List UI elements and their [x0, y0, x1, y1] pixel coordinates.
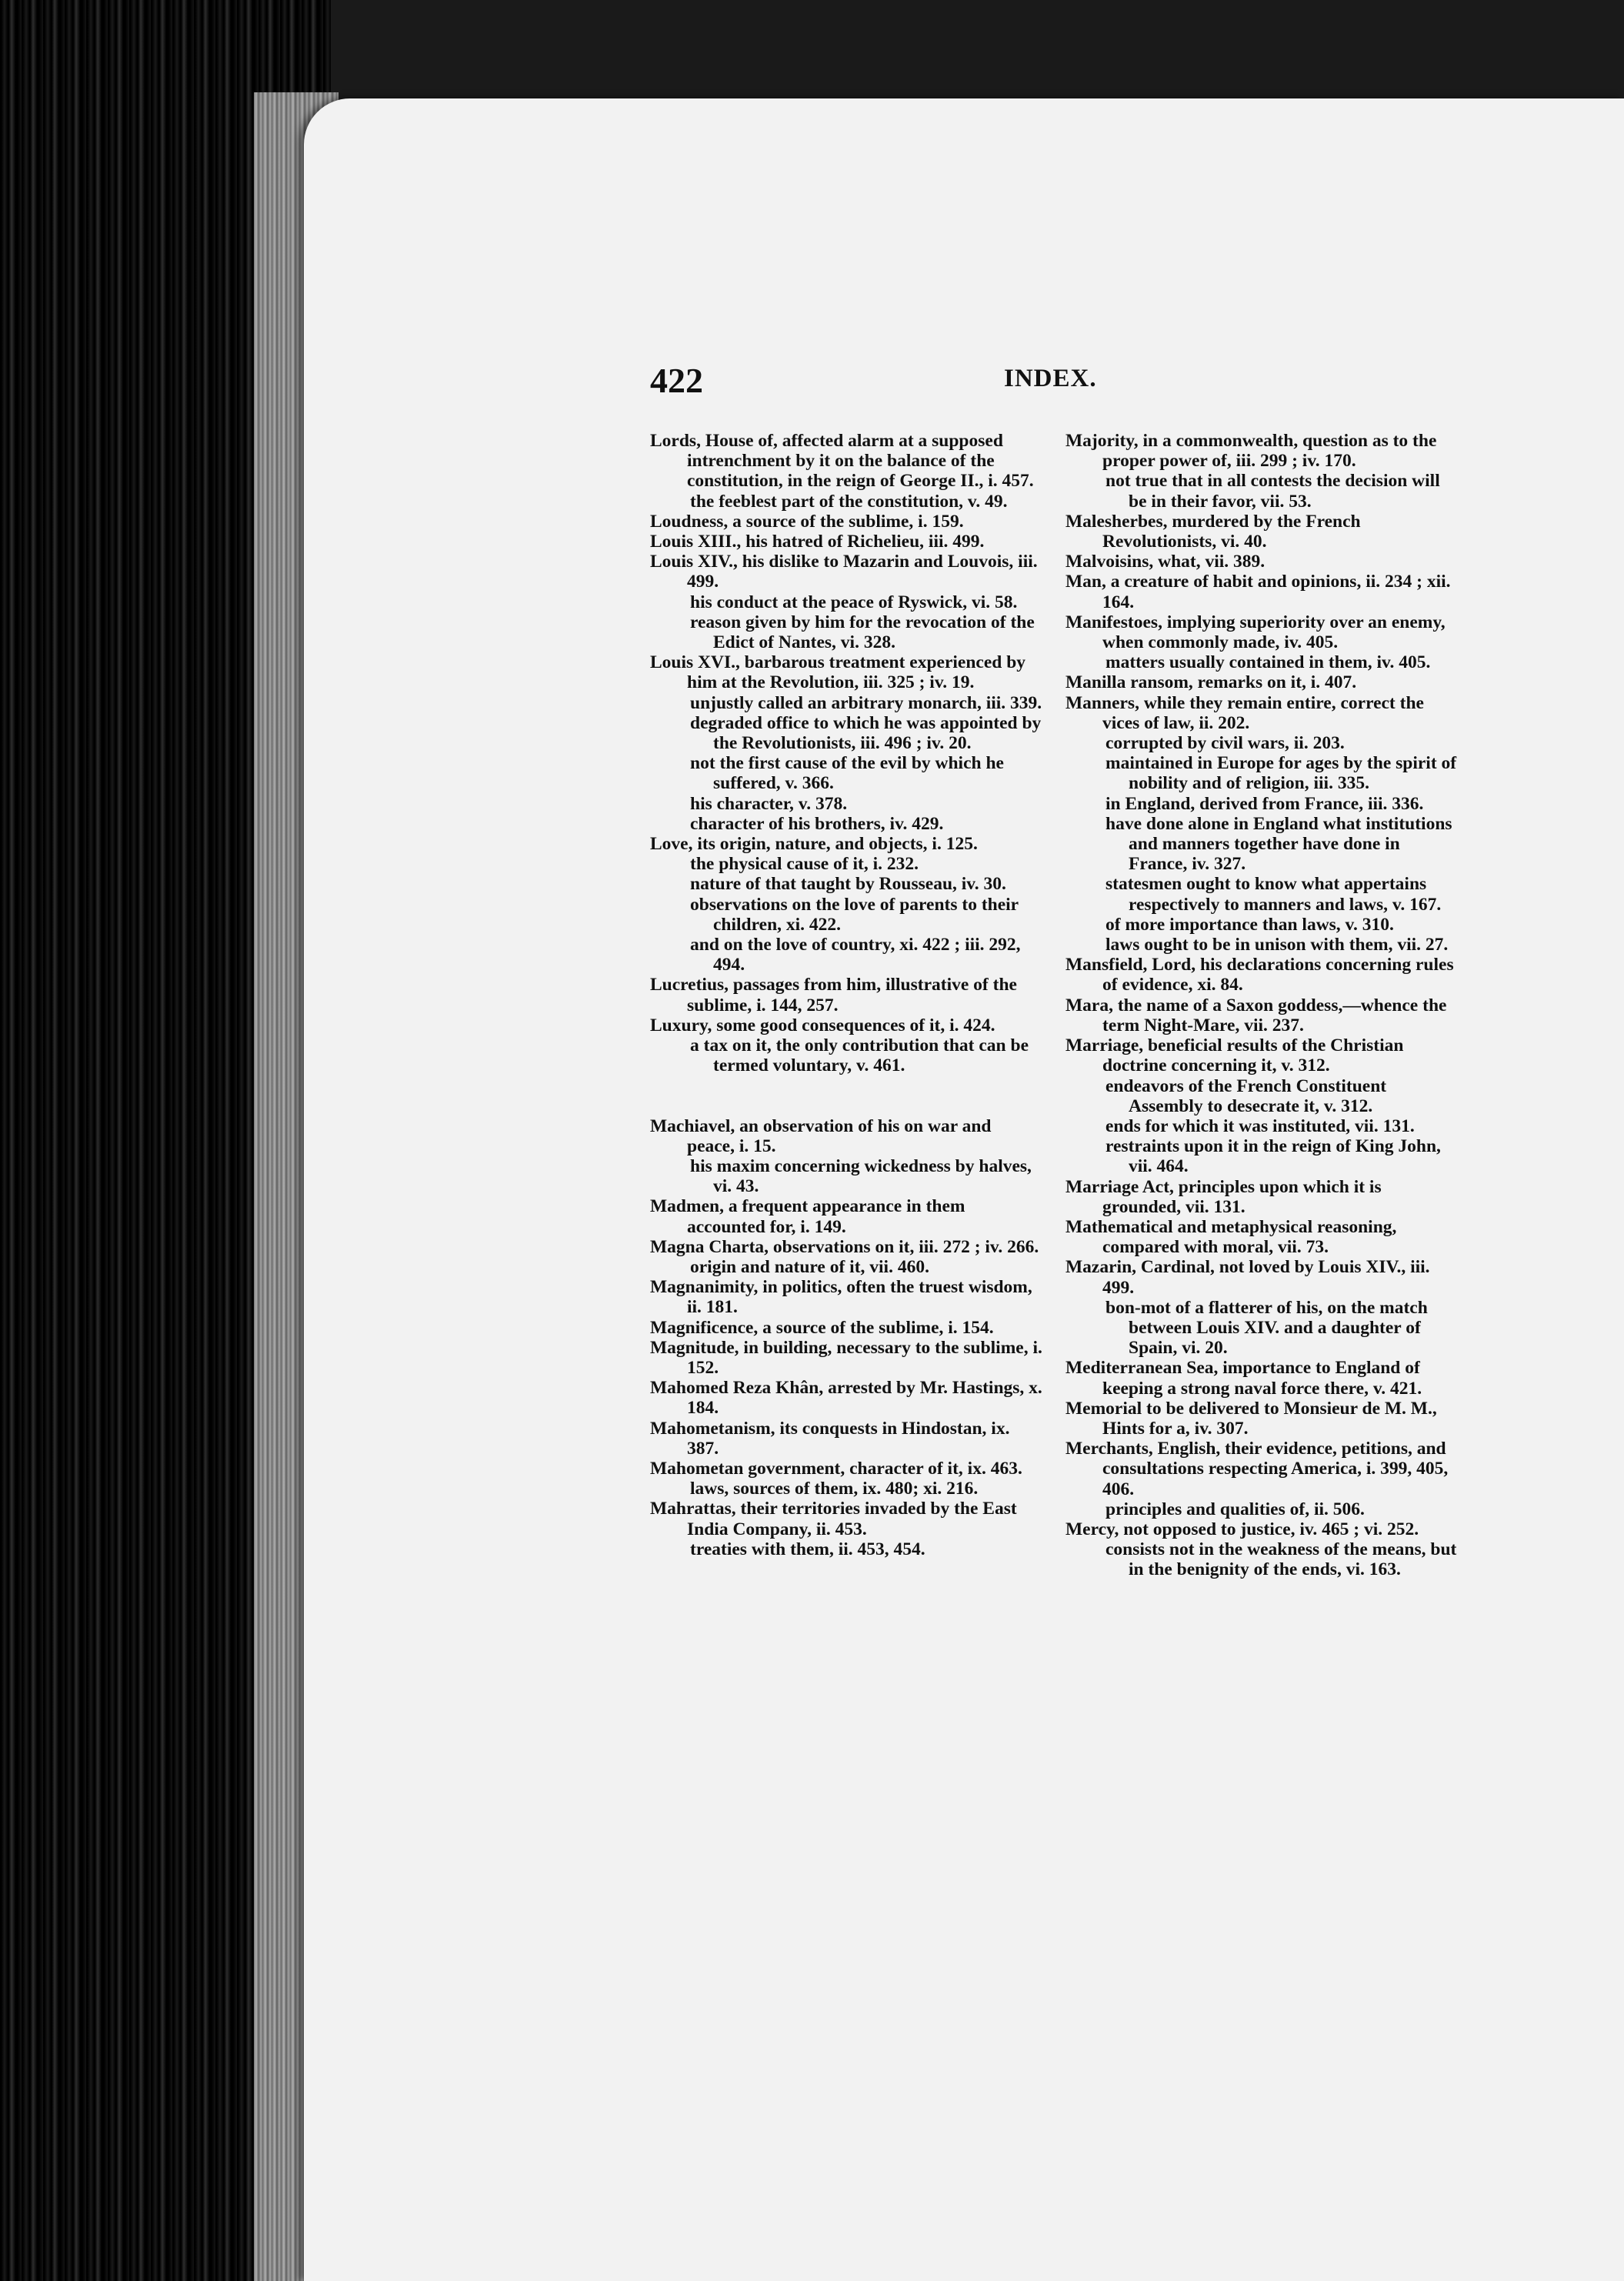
index-entry: Manners, while they remain entire, correct the vices of law, ii. 202. [1065, 692, 1424, 733]
index-subentry: not the first cause of the evil by which he suffered, v. 366. [690, 753, 1004, 794]
page-number: 422 [650, 361, 703, 400]
index-entry: Magnificence, a source of the sublime, i. 154. [650, 1317, 994, 1338]
index-entry: Love, its origin, nature, and objects, i. 125. [650, 834, 978, 855]
index-subentry: maintained in Europe for ages by the spirit of nobility and of religion, iii. 335. [1105, 753, 1457, 794]
index-subentry: a tax on it, the only contribution that can be termed voluntary, v. 461. [690, 1035, 1029, 1076]
index-subentry: his conduct at the peace of Ryswick, vi. 58. [690, 592, 1018, 612]
index-entry: Manifestoes, implying superiority over an enemy, when commonly made, iv. 405. [1065, 612, 1446, 653]
index-entry: Louis XIII., his hatred of Richelieu, iii. 499. [650, 532, 985, 552]
index-entry: Mathematical and metaphysical reasoning, compared with moral, vii. 73. [1065, 1216, 1397, 1258]
index-subentry: have done alone in England what institutions and manners together have done in France, iv. 327. [1105, 813, 1452, 875]
index-subentry: nature of that taught by Rousseau, iv. 30. [690, 874, 1006, 895]
index-entry: Marriage Act, principles upon which it is grounded, vii. 131. [1065, 1176, 1382, 1217]
index-subentry: matters usually contained in them, iv. 405. [1105, 652, 1431, 673]
index-entry: Malvoisins, what, vii. 389. [1065, 552, 1266, 572]
index-entry: Lords, House of, affected alarm at a supposed intrenchment by it on the balance of the constitution, in the reign of George II., i. 457. [650, 431, 1034, 492]
index-entry: Mahrattas, their territories invaded by the East India Company, ii. 453. [650, 1499, 1017, 1539]
index-entry: Lucretius, passages from him, illustrative of the sublime, i. 144, 257. [650, 975, 1017, 1015]
index-entry: Majority, in a commonwealth, question as to the proper power of, iii. 299 ; iv. 170. [1065, 431, 1437, 472]
index-subentry: in England, derived from France, iii. 336. [1105, 793, 1424, 814]
index-subentry: unjustly called an arbitrary monarch, iii. 339. [690, 692, 1042, 713]
page-header [650, 360, 1096, 399]
index-entry: Malesherbes, murdered by the French Revolutionists, vi. 40. [1065, 511, 1361, 552]
index-subentry: ends for which it was instituted, vii. 131. [1105, 1115, 1415, 1136]
index-entry: Mediterranean Sea, importance to England of keeping a strong naval force there, v. 421. [1065, 1358, 1422, 1399]
index-subentry: his maxim concerning wickedness by halves, vi. 43. [690, 1156, 1032, 1197]
index-entry: Magnitude, in building, necessary to the sublime, i. 152. [650, 1337, 1042, 1378]
index-entry: Madmen, a frequent appearance in them accounted for, i. 149. [650, 1196, 965, 1237]
index-entry: Mansfield, Lord, his declarations concerning rules of evidence, xi. 84. [1065, 955, 1454, 995]
index-subentry: of more importance than laws, v. 310. [1105, 914, 1394, 935]
index-entry: Machiavel, an observation of his on war and peace, i. 15. [650, 1115, 992, 1156]
index-subentry: his character, v. 378. [690, 793, 848, 814]
index-entry: Loudness, a source of the sublime, i. 159. [650, 511, 964, 532]
index-subentry: corrupted by civil wars, ii. 203. [1105, 733, 1345, 754]
page-title: INDEX. [1004, 365, 1097, 392]
index-subentry: endeavors of the French Constituent Assembly to desecrate it, v. 312. [1105, 1075, 1387, 1116]
index-subentry: treaties with them, ii. 453, 454. [690, 1539, 925, 1559]
index-subentry: degraded office to which he was appointed by the Revolutionists, iii. 496 ; iv. 20. [690, 712, 1042, 754]
index-subentry: not true that in all contests the decision will be in their favor, vii. 53. [1105, 471, 1440, 512]
index-entry: Mara, the name of a Saxon goddess,—whence the term Night-Mare, vii. 237. [1065, 995, 1447, 1035]
index-entry: Memorial to be delivered to Monsieur de M. M., Hints for a, iv. 307. [1065, 1398, 1437, 1439]
index-subentry: bon-mot of a flatterer of his, on the match between Louis XIV. and a daughter of Spain, vi. 20. [1105, 1297, 1428, 1359]
index-subentry: statesmen ought to know what appertains respectively to manners and laws, v. 167. [1105, 874, 1442, 915]
index-subentry: restraints upon it in the reign of King John, vii. 464. [1105, 1136, 1441, 1177]
index-entry: Magna Charta, observations on it, iii. 272 ; iv. 266. [650, 1236, 1039, 1257]
index-entry: Mahomed Reza Khân, arrested by Mr. Hastings, x. 184. [650, 1378, 1042, 1419]
section-gap [650, 1076, 1042, 1116]
index-entry: Marriage, beneficial results of the Christian doctrine concerning it, v. 312. [1065, 1035, 1404, 1076]
index-entry: Mahometan government, character of it, ix. 463. [650, 1458, 1022, 1479]
index-entry: Magnanimity, in politics, often the truest wisdom, ii. 181. [650, 1277, 1032, 1318]
index-subentry: character of his brothers, iv. 429. [690, 813, 944, 834]
index-column-left [650, 431, 1042, 1559]
index-entry: Louis XIV., his dislike to Mazarin and Louvois, iii. 499. [650, 552, 1038, 592]
index-subentry: and on the love of country, xi. 422 ; iii. 292, 494. [690, 935, 1021, 975]
index-subentry: consists not in the weakness of the means, but in the benignity of the ends, vi. 163. [1105, 1539, 1457, 1580]
index-column-right [1065, 431, 1458, 1580]
index-subentry: origin and nature of it, vii. 460. [690, 1256, 929, 1277]
index-entry: Luxury, some good consequences of it, i. 424. [650, 1015, 995, 1035]
index-entry: Man, a creature of habit and opinions, ii. 234 ; xii. 164. [1065, 572, 1451, 612]
index-entry: Manilla ransom, remarks on it, i. 407. [1065, 672, 1357, 693]
index-entry: Mercy, not opposed to justice, iv. 465 ; vi. 252. [1065, 1519, 1419, 1539]
index-entry: Louis XVI., barbarous treatment experienced by him at the Revolution, iii. 325 ; iv. 19. [650, 652, 1026, 693]
index-subentry: observations on the love of parents to their children, xi. 422. [690, 894, 1019, 935]
index-subentry: laws, sources of them, ix. 480; xi. 216. [690, 1479, 979, 1499]
index-subentry: the feeblest part of the constitution, v. 49. [690, 491, 1008, 512]
index-subentry: principles and qualities of, ii. 506. [1105, 1499, 1365, 1519]
index-entry: Mazarin, Cardinal, not loved by Louis XIV., iii. 499. [1065, 1257, 1430, 1298]
index-entry: Merchants, English, their evidence, petitions, and consultations respecting America, i. 399, 405, 406. [1065, 1439, 1449, 1499]
index-subentry: laws ought to be in unison with them, vii. 27. [1105, 935, 1449, 955]
index-subentry: the physical cause of it, i. 232. [690, 854, 919, 875]
index-subentry: reason given by him for the revocation of the Edict of Nantes, vi. 328. [690, 612, 1035, 653]
index-entry: Mahometanism, its conquests in Hindostan, ix. 387. [650, 1418, 1010, 1459]
